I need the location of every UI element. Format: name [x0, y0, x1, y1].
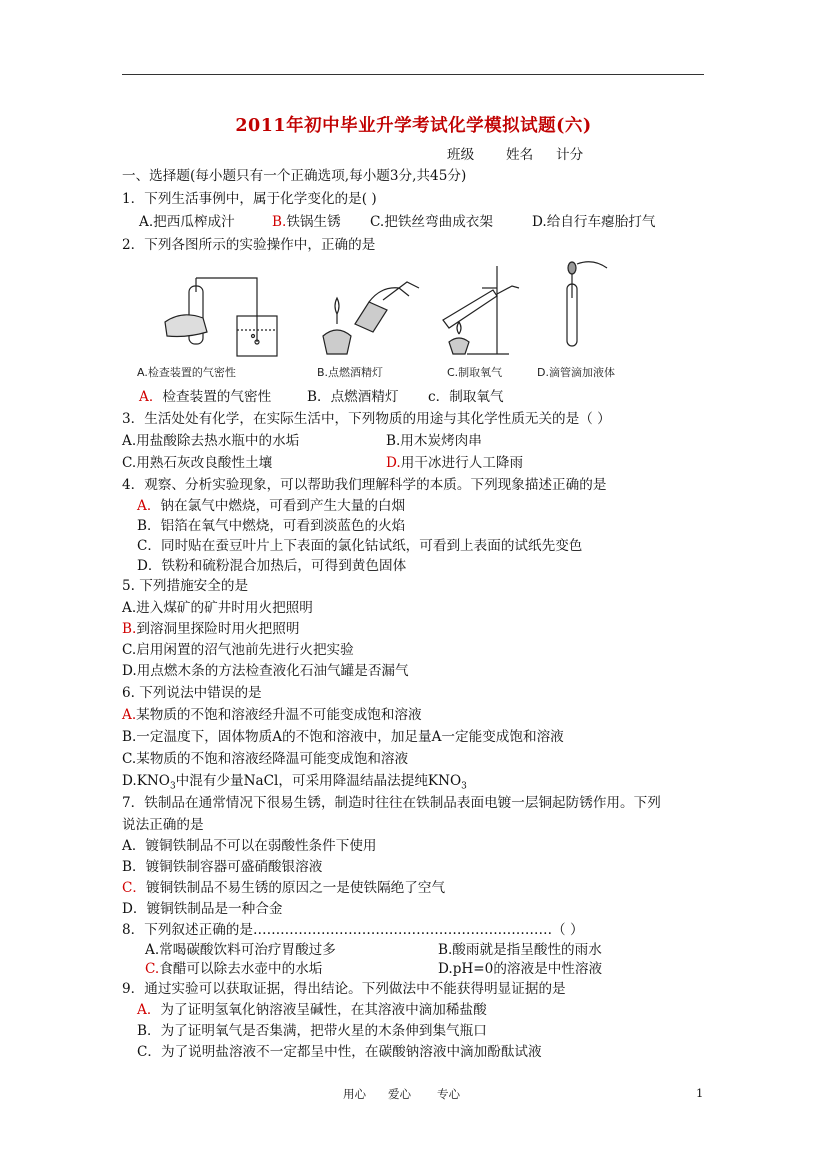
q2-apparatus-figure	[137, 258, 637, 386]
q1-option-d: D.给自行车瘪胎打气	[532, 214, 656, 230]
q5-option-d: D.用点燃木条的方法检查液化石油气罐是否漏气	[122, 663, 409, 679]
q6-option-a-letter: A.	[122, 707, 137, 723]
q7-stem-line2: 说法正确的是	[122, 817, 204, 833]
q9-option-a	[137, 1001, 487, 1019]
q6-option-a	[122, 706, 422, 724]
q8-stem: 8．下列叙述正确的是…………………………………………………………（ ）	[122, 922, 584, 938]
figure-caption-a: A.检查装置的气密性	[137, 366, 236, 379]
q3-option-d	[386, 454, 523, 472]
q4-option-b: B．铝箔在氧气中燃烧，可看到淡蓝色的火焰	[137, 518, 406, 534]
q6-stem: 6. 下列说法中错误的是	[122, 685, 262, 701]
q6-option-d-mid: 中混有少量NaCl，可采用降温结晶法提纯KNO	[175, 773, 462, 789]
q7-option-b: B．镀铜铁制容器可盛硝酸银溶液	[122, 859, 323, 875]
apparatus-illustration	[137, 258, 637, 386]
page-number: 1	[696, 1086, 704, 1100]
q6-option-d-sub2: 3	[461, 781, 467, 792]
footer-motto-2: 爱心	[388, 1087, 411, 1101]
q1-option-b-letter: B.	[272, 214, 287, 230]
q4-stem: 4．观察、分析实验现象，可以帮助我们理解科学的本质。下列现象描述正确的是	[122, 477, 607, 493]
q7-option-c-text: 镀铜铁制品不易生锈的原因之一是使铁隔绝了空气	[146, 880, 446, 896]
page-title: 2011年初中毕业升学考试化学模拟试题(六)	[235, 116, 592, 136]
header-field-class: 班级	[447, 147, 475, 163]
q4-option-d: D．铁粉和硫粉混合加热后，可得到黄色固体	[137, 558, 407, 574]
q8-option-d: D.pH=0的溶液是中性溶液	[438, 961, 603, 977]
q8-option-c-text: 食醋可以除去水壶中的水垢	[159, 961, 323, 977]
figure-caption-c: C.制取氧气	[447, 366, 503, 379]
q2-option-a-text: 检查装置的气密性	[162, 389, 272, 405]
q4-option-a	[137, 497, 405, 515]
q2-option-a-letter: A．	[139, 389, 163, 405]
figure-c-oxygen-setup	[443, 266, 519, 354]
q1-option-c: C.把铁丝弯曲成衣架	[370, 214, 493, 230]
q8-option-c-letter: C.	[145, 961, 160, 977]
q5-stem: 5. 下列措施安全的是	[122, 578, 249, 594]
q7-option-d: D．镀铜铁制品是一种合金	[122, 901, 283, 917]
q4-option-a-text: 钠在氯气中燃烧，可看到产生大量的白烟	[160, 498, 406, 514]
q5-option-a: A.进入煤矿的矿井时用火把照明	[122, 600, 313, 616]
figure-caption-d: D.滴管滴加液体	[537, 366, 615, 379]
q5-option-c: C.启用闲置的沼气池前先进行火把实验	[122, 642, 354, 658]
q4-option-c: C．同时贴在蚕豆叶片上下表面的氯化钴试纸，可看到上表面的试纸先变色	[137, 538, 583, 554]
header-field-score: 计分	[556, 147, 584, 163]
figure-d-dropper	[567, 262, 607, 346]
q3-option-b: B.用木炭烤肉串	[386, 433, 482, 449]
q8-option-b: B.酸雨就是指呈酸性的雨水	[438, 942, 602, 958]
q1-option-a: A.把西瓜榨成汁	[139, 214, 235, 230]
q7-stem-line1: 7．铁制品在通常情况下很易生锈，制造时往往在铁制品表面电镀一层铜起防锈作用。下列	[122, 795, 661, 811]
q9-option-a-letter: A．	[137, 1002, 161, 1018]
q3-option-d-text: 用干冰进行人工降雨	[400, 455, 524, 471]
q7-option-a: A．镀铜铁制品不可以在弱酸性条件下使用	[122, 838, 377, 854]
q2-option-c: c．制取氧气	[428, 389, 504, 405]
q9-option-b: B．为了证明氧气是否集满，把带火星的木条伸到集气瓶口	[137, 1023, 487, 1039]
q8-option-c	[145, 960, 322, 978]
q9-option-c: C．为了说明盐溶液不一定都呈中性，在碳酸钠溶液中滴加酚酞试液	[137, 1044, 542, 1060]
footer-motto-3: 专心	[437, 1087, 460, 1101]
q6-option-c: C.某物质的不饱和溶液经降温可能变成饱和溶液	[122, 751, 409, 767]
q6-option-b: B.一定温度下，固体物质A的不饱和溶液中，加足量A一定能变成饱和溶液	[122, 729, 564, 745]
figure-a-airtightness-apparatus	[165, 278, 277, 356]
q6-option-d-sub: 3	[169, 781, 176, 792]
top-rule	[122, 74, 704, 75]
q5-option-b-letter: B.	[122, 621, 137, 637]
q4-option-a-letter: A．	[137, 498, 161, 514]
q3-option-a: A.用盐酸除去热水瓶中的水垢	[122, 433, 300, 449]
footer-motto-1: 用心	[343, 1087, 366, 1101]
header-field-name: 姓名	[506, 147, 534, 163]
q2-option-a	[139, 388, 271, 406]
q7-option-c-letter: C．	[122, 880, 146, 896]
q2-option-b: B．点燃酒精灯	[307, 389, 399, 405]
q9-option-a-text: 为了证明氢氧化钠溶液呈碱性，在其溶液中滴加稀盐酸	[160, 1002, 487, 1018]
q3-stem: 3．生活处处有化学，在实际生活中，下列物质的用途与其化学性质无关的是（ ）	[122, 411, 611, 427]
q1-option-b	[272, 213, 341, 231]
figure-b-alcohol-lamps	[323, 282, 419, 354]
figure-caption-b: B.点燃酒精灯	[317, 366, 384, 379]
q9-stem: 9．通过实验可以获取证据，得出结论。下列做法中不能获得明显证据的是	[122, 981, 566, 997]
q5-option-b-text: 到溶洞里探险时用火把照明	[136, 621, 300, 637]
q2-stem: 2．下列各图所示的实验操作中，正确的是	[122, 237, 376, 253]
q6-option-d	[122, 772, 467, 796]
q7-option-c	[122, 879, 445, 897]
q3-option-c: C.用熟石灰改良酸性土壤	[122, 455, 273, 471]
q6-option-a-text: 某物质的不饱和溶液经升温不可能变成饱和溶液	[136, 707, 422, 723]
q3-option-d-letter: D.	[386, 455, 401, 471]
q5-option-b	[122, 620, 299, 638]
q1-stem: 1．下列生活事例中，属于化学变化的是( )	[122, 191, 377, 207]
q1-option-b-text: 铁锅生锈	[286, 214, 341, 230]
q8-option-a: A.常喝碳酸饮料可治疗胃酸过多	[145, 942, 336, 958]
section-heading: 一、选择题(每小题只有一个正确选项,每小题3分,共45分)	[122, 168, 467, 184]
q6-option-d-pre: D.KNO	[122, 773, 170, 789]
